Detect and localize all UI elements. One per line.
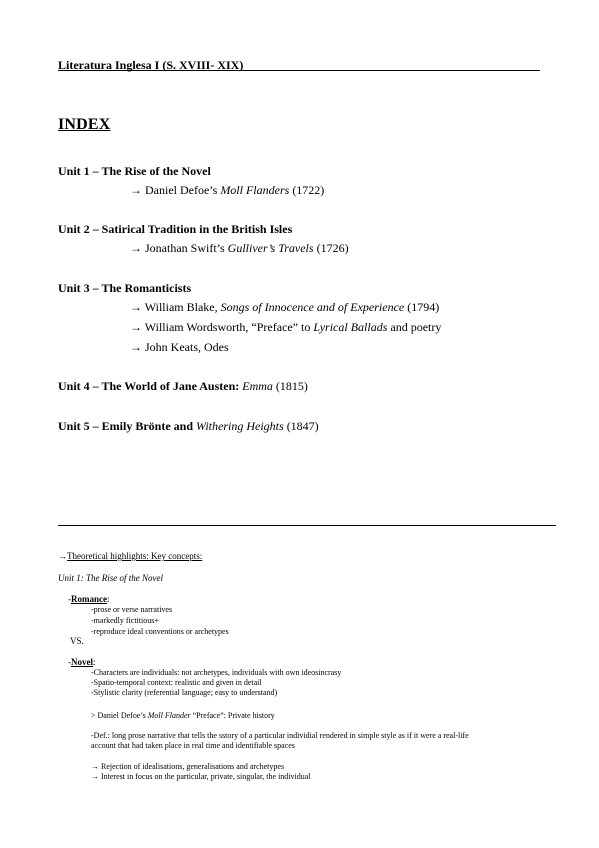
unit-4-title-text: Unit 4 – The World of Jane Austen: (58, 379, 243, 393)
romance-item-2: -markedly fictitious+ (91, 616, 159, 625)
unit-1-entry-prefix: → Daniel Defoe’s (130, 183, 221, 197)
romance-item-3: -reproduce ideal conventions or archetypes (91, 627, 229, 636)
romance-colon: : (107, 594, 110, 604)
unit-1-entry (130, 183, 324, 198)
defoe-suffix: “Preface”: Private history (190, 711, 275, 720)
novel-colon: : (93, 657, 96, 667)
unit-3-entry-blake (130, 300, 439, 315)
novel-item-2: -Spatio-temporal context: realistic and given in detail (91, 678, 262, 687)
section-divider (58, 525, 556, 526)
novel-consequence-1: → Rejection of idealisations, generalisations and archetypes (91, 762, 285, 771)
course-title: Literatura Inglesa I (S. XVIII- XIX) (58, 58, 244, 72)
unit-1-entry-suffix: (1722) (289, 183, 325, 197)
novel-consequence-2: → Interest in focus on the particular, private, singular, the individual (91, 772, 311, 781)
romance-label: Romance (71, 594, 107, 604)
unit-3-entry-2-work: Lyrical Ballads (313, 320, 388, 334)
unit-3-entry-1-work: Songs of Innocence and of Experience (220, 300, 405, 314)
unit-5-work: Withering Heights (196, 419, 284, 433)
romance-term: -Romance: (68, 594, 110, 604)
unit-2-entry-suffix: (1726) (313, 241, 349, 255)
novel-item-3: -Stylistic clarity (referential language; easy to understand) (91, 688, 278, 697)
notes-arrow-icon: → (58, 551, 67, 561)
unit-4-work: Emma (242, 379, 273, 393)
novel-label: Novel (71, 657, 93, 667)
novel-term: -Novel: (68, 657, 96, 667)
notes-heading-text: Theoretical highlights: Key concepts: (67, 551, 203, 561)
unit-3-entry-3-prefix: → John Keats, Odes (130, 340, 229, 354)
unit-4-suffix: (1815) (272, 379, 308, 393)
unit-5-title (58, 419, 319, 434)
unit-1-title: Unit 1 – The Rise of the Novel (58, 164, 211, 178)
unit-3-entry-wordsworth (130, 320, 441, 335)
index-heading: INDEX (58, 116, 111, 133)
unit-1-entry-work: Moll Flanders (220, 183, 290, 197)
unit-2-title: Unit 2 – Satirical Tradition in the British Isles (58, 222, 293, 236)
romance-item-1: -prose or verse narratives (91, 605, 173, 614)
unit-3-entry-2-prefix: → William Wordsworth, “Preface” to (130, 320, 314, 334)
novel-definition-line-1: -Def.: long prose narrative that tells the sstory of a particular individial rendered in simple style as if it were a real-life (91, 731, 469, 740)
defoe-work: Moll Flander (147, 711, 191, 720)
defoe-preface-note (91, 711, 275, 720)
notes-heading (58, 551, 202, 561)
unit-3-entry-2-suffix: and poetry (387, 320, 442, 334)
novel-definition-line-2: account that had taken place in real time and identifiable spaces (91, 741, 295, 750)
unit-2-entry (130, 241, 349, 256)
defoe-prefix: > Daniel Defoe’s (91, 711, 148, 720)
unit-2-entry-prefix: → Jonathan Swift’s (130, 241, 228, 255)
unit-3-entry-keats (130, 340, 229, 355)
unit-3-entry-1-prefix: → William Blake, (130, 300, 221, 314)
header-rule (58, 70, 540, 71)
vs-label: VS. (70, 636, 84, 646)
unit-3-title: Unit 3 – The Romanticists (58, 281, 192, 295)
unit-3-entry-1-suffix: (1794) (404, 300, 440, 314)
novel-item-1: -Characters are individuals: not archetypes, individuals with own ideosincrasy (91, 668, 342, 677)
unit-4-title (58, 379, 308, 394)
notes-unit-label: Unit 1: The Rise of the Novel (58, 573, 163, 583)
unit-5-suffix: (1847) (283, 419, 319, 433)
unit-5-title-text: Unit 5 – Emily Brönte and (58, 419, 197, 433)
unit-2-entry-work: Gulliver’s Travels (227, 241, 314, 255)
